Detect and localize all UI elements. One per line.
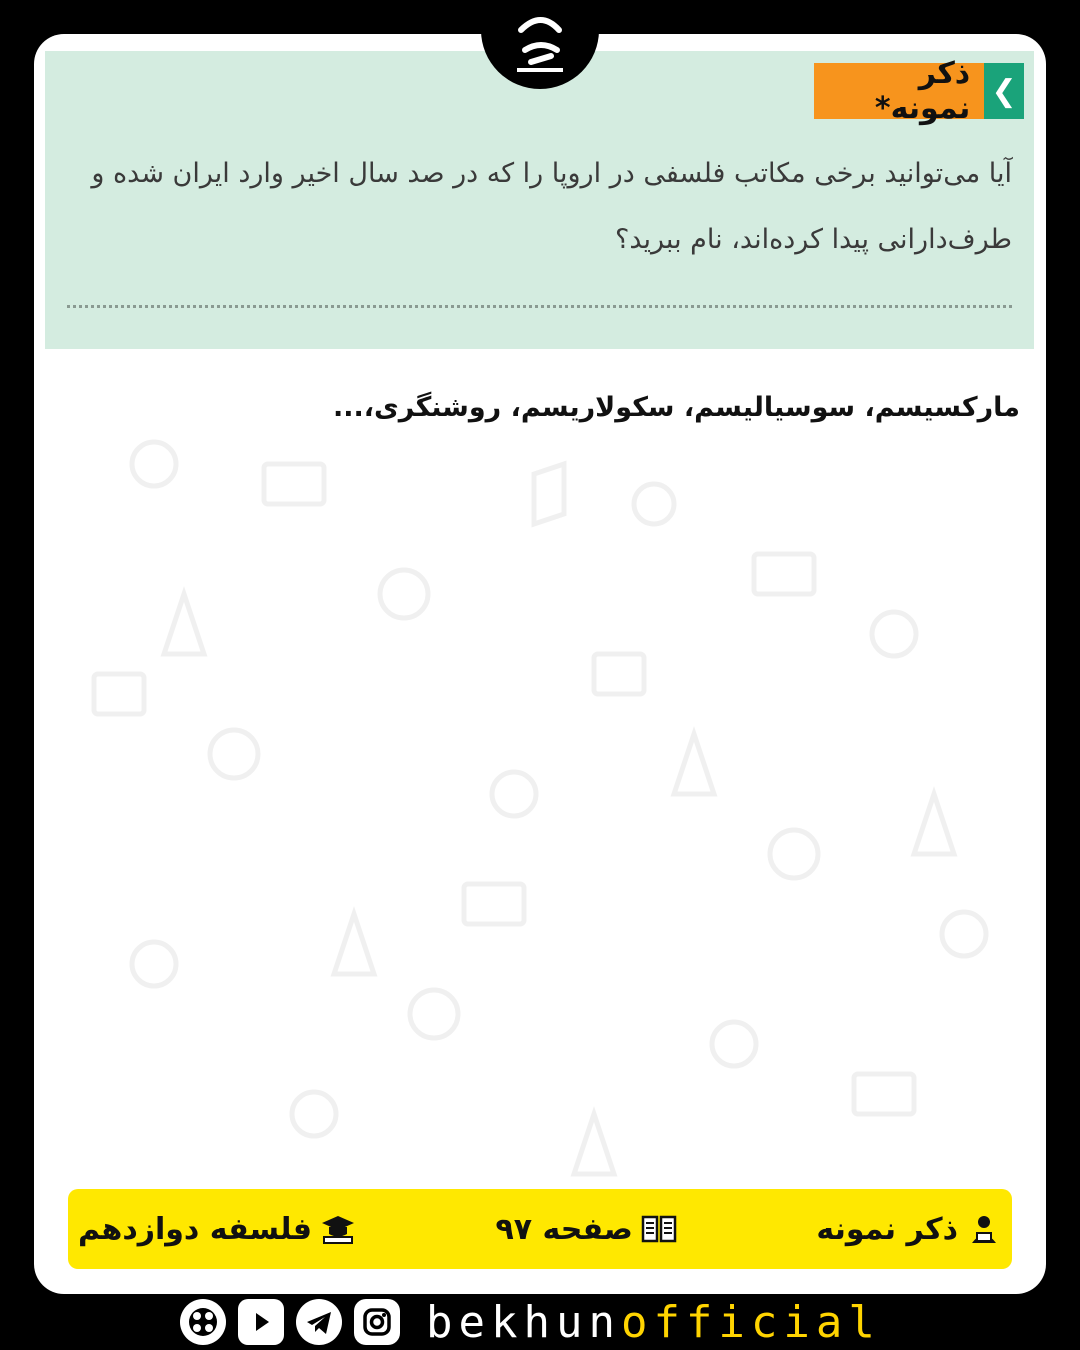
answer-text: مارکسیسم، سوسیالیسم، سکولاریسم، روشنگری،... (333, 392, 1020, 423)
section-tag (814, 56, 1024, 126)
answer-dotted-line (67, 301, 1012, 308)
teacher-icon (966, 1211, 1002, 1247)
brand-handle-part1: bekhun (426, 1296, 621, 1348)
graduation-cap-icon (320, 1211, 356, 1247)
footer-page-label: صفحه ۹۷ (495, 1211, 633, 1247)
section-tag-label: ذکر نمونه* (814, 63, 984, 119)
footer-page (495, 1211, 676, 1247)
brand-logo (481, 0, 599, 92)
youtube-icon[interactable] (238, 1299, 284, 1345)
question-box (45, 51, 1034, 349)
social-bar (180, 1294, 900, 1350)
footer-info-bar (68, 1189, 1012, 1269)
brand-handle (426, 1297, 881, 1348)
instagram-icon[interactable] (354, 1299, 400, 1345)
content-card (34, 34, 1046, 1294)
telegram-icon[interactable] (296, 1299, 342, 1345)
footer-book (78, 1211, 356, 1247)
chevron-left-icon: ❮ (984, 63, 1024, 119)
open-book-icon (641, 1211, 677, 1247)
footer-book-label: فلسفه دوازدهم (78, 1211, 312, 1247)
aparat-icon[interactable] (180, 1299, 226, 1345)
footer-section (816, 1211, 1002, 1247)
question-text: آیا می‌توانید برخی مکاتب فلسفی در اروپا را که در صد سال اخیر وارد ایران شده و طرف‌دارانی پیدا کرده‌اند، نام ببرید؟ (91, 158, 1012, 255)
footer-section-label: ذکر نمونه (816, 1211, 958, 1247)
brand-handle-part2: official (620, 1296, 881, 1348)
